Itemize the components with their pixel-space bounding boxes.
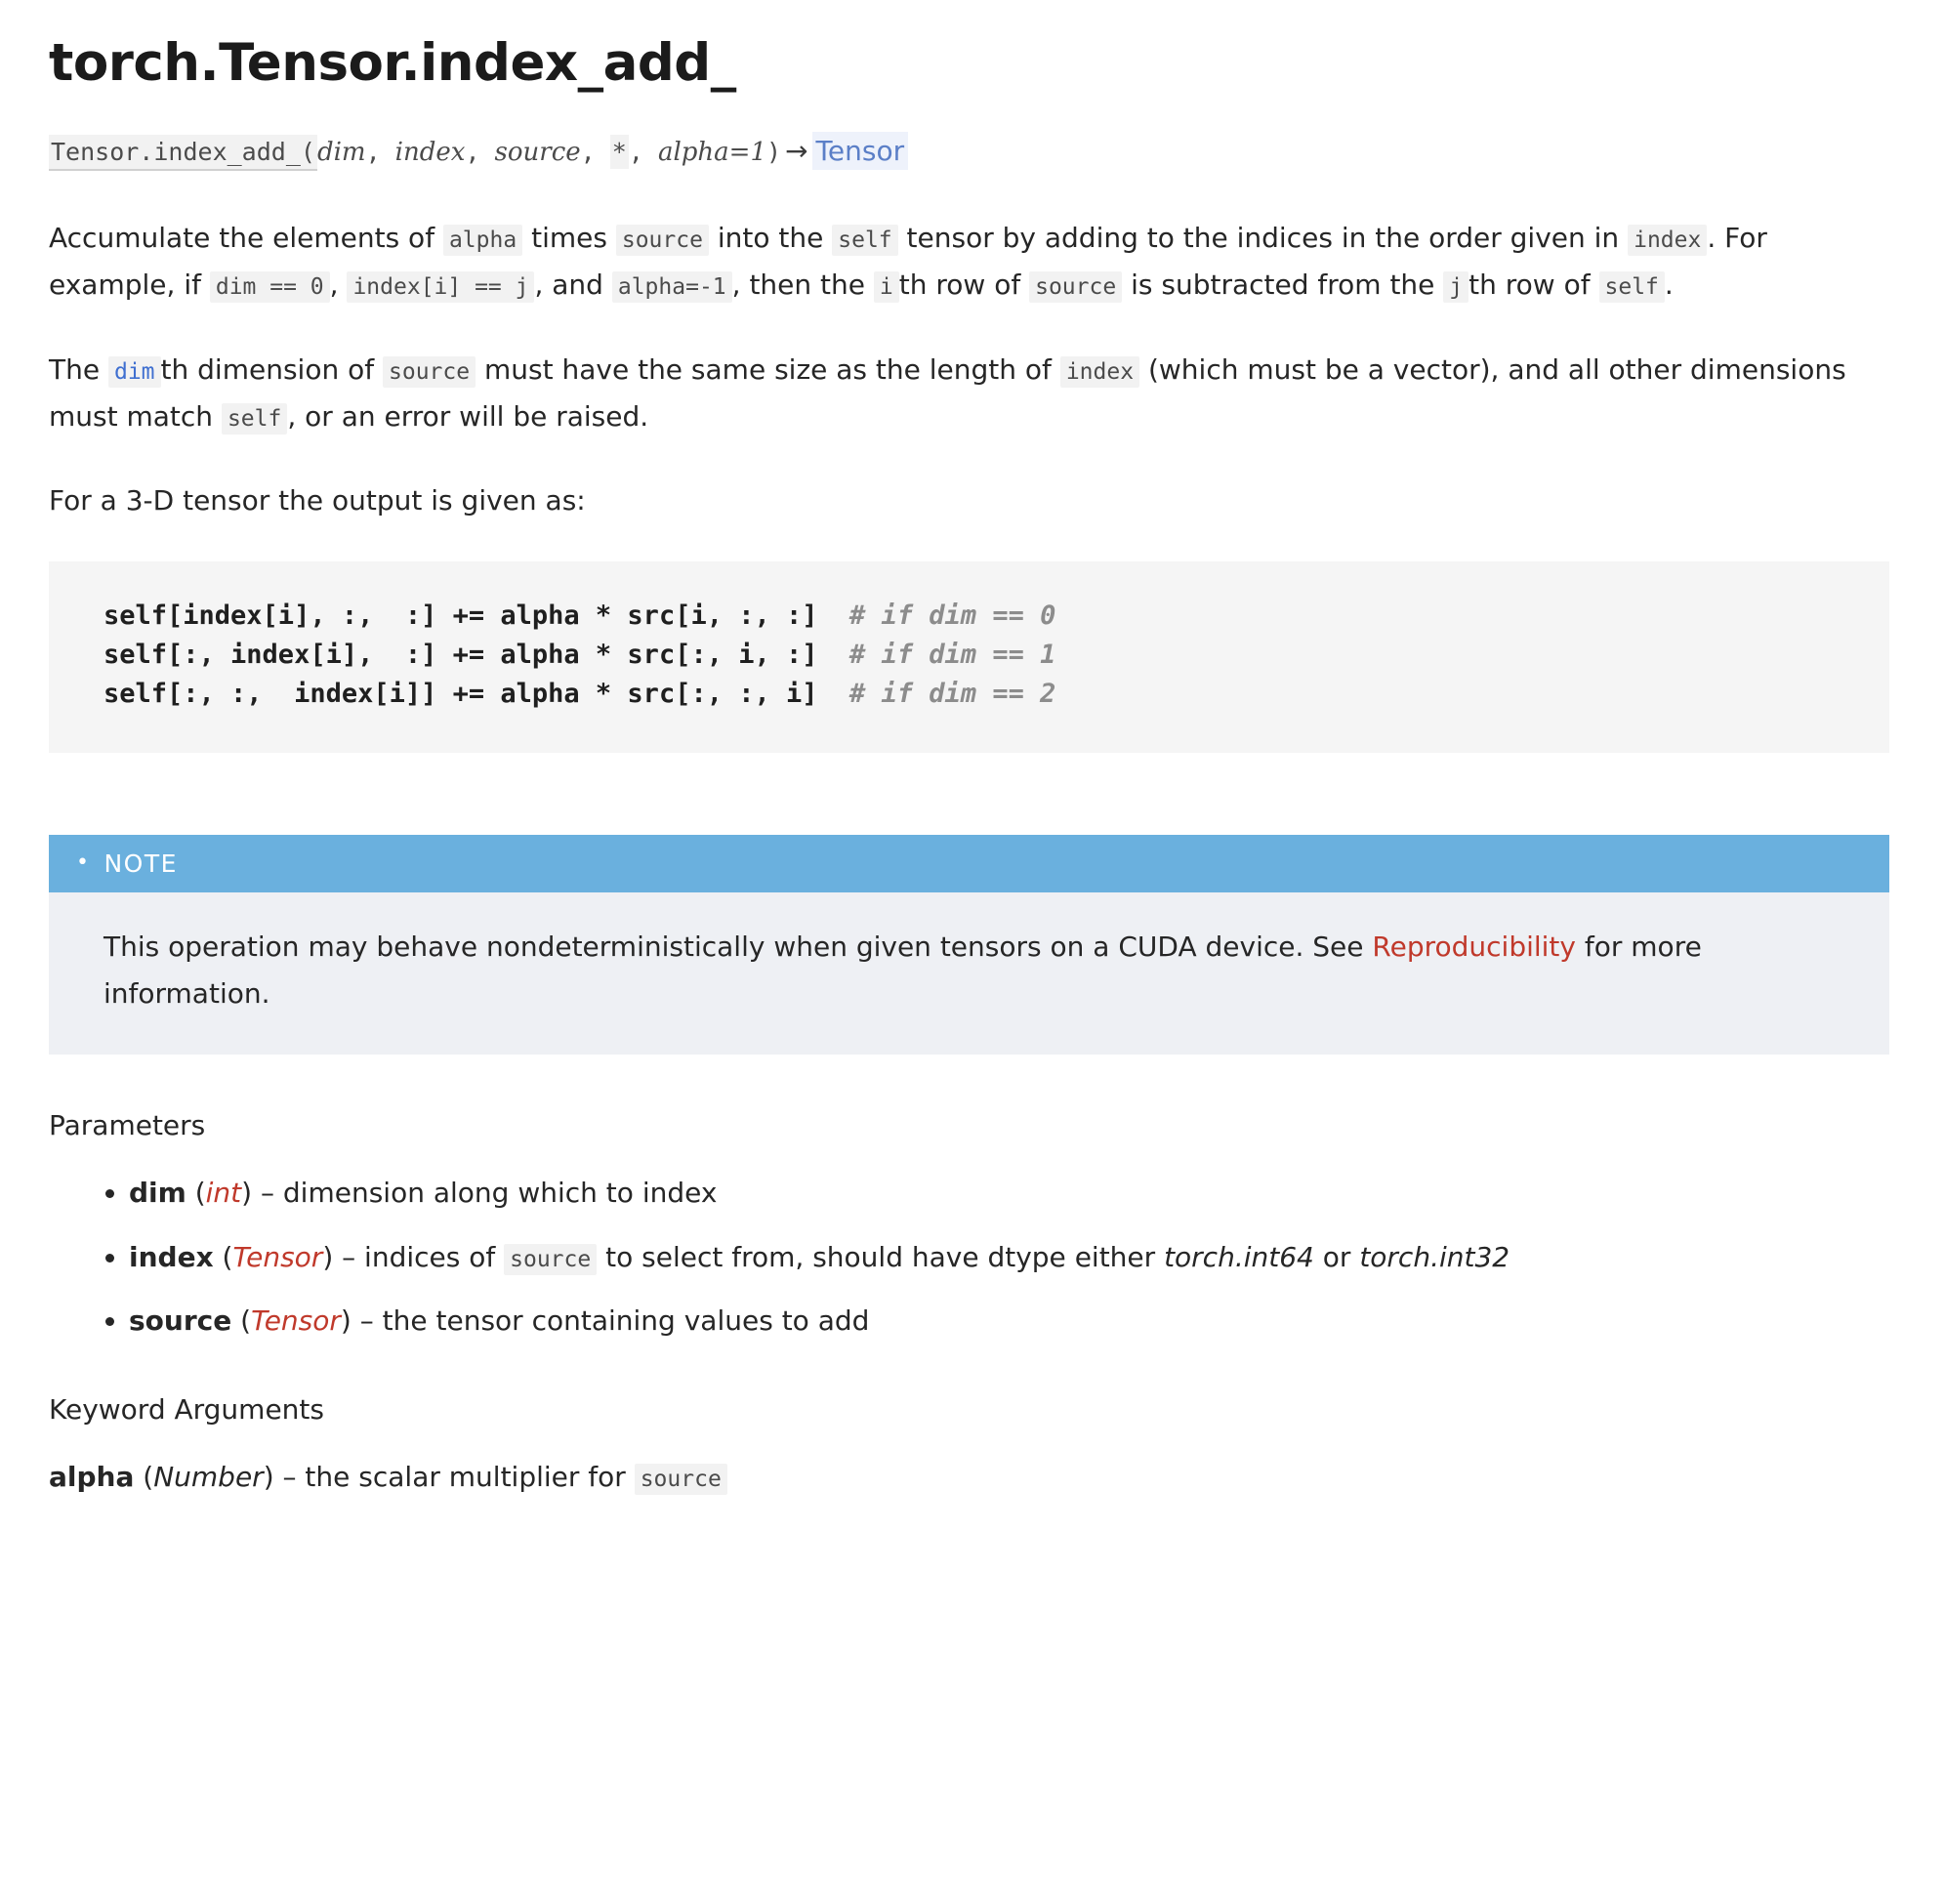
code-comment: # if dim == 1: [849, 640, 1056, 671]
signature-arrow-icon: →: [785, 135, 808, 168]
inline-code: index: [1060, 356, 1139, 388]
code-example-block: [49, 561, 1889, 753]
signature-sep-2: ,: [465, 138, 495, 167]
kwarg-name: alpha: [49, 1461, 135, 1494]
inline-code: dim: [108, 356, 161, 388]
param-type[interactable]: Tensor: [251, 1304, 341, 1337]
param-desc: – dimension along which to index: [252, 1177, 718, 1210]
param-dtype-int32: torch.int32: [1359, 1240, 1510, 1273]
inline-code: dim == 0: [210, 271, 330, 303]
inline-code: alpha=-1: [612, 271, 732, 303]
signature-qualname: Tensor.index_add_(: [49, 135, 317, 171]
inline-code: source: [1029, 271, 1122, 303]
inline-code: source: [383, 356, 476, 388]
code-line: self[:, index[i], :] += alpha * src[:, i, :]: [103, 640, 850, 671]
kwarg-type: Number: [153, 1461, 264, 1494]
inline-code: i: [874, 271, 899, 303]
signature-sep-3: ,: [580, 138, 610, 167]
reproducibility-link[interactable]: Reproducibility: [1372, 930, 1576, 963]
bullet-icon: •: [76, 850, 91, 876]
signature-sep-4: ,: [628, 138, 658, 167]
signature-param-star: *: [610, 135, 629, 169]
inline-code: j: [1443, 271, 1468, 303]
signature-param-alpha: alpha=1: [657, 138, 766, 168]
note-admonition-body: [49, 892, 1889, 1055]
kwarg-desc: – the scalar multiplier for: [273, 1461, 635, 1494]
param-code-source: source: [504, 1244, 597, 1275]
inline-code: source: [616, 225, 709, 256]
code-line: self[index[i], :, :] += alpha * src[i, :, :]: [103, 600, 850, 632]
signature-close-paren: ): [766, 138, 782, 167]
signature-param-index: index: [394, 138, 466, 168]
inline-code: self: [832, 225, 897, 256]
param-name: source: [129, 1304, 232, 1337]
list-item: • source (Tensor) – the tensor containing values to add: [129, 1299, 1889, 1343]
note-admonition-title: [49, 835, 1889, 892]
param-dtype-int64: torch.int64: [1164, 1240, 1314, 1273]
signature-return-type-link[interactable]: Tensor: [812, 132, 909, 170]
signature-param-source: source: [494, 138, 581, 168]
parameters-list: [49, 1171, 1889, 1343]
param-desc-before: – indices of: [333, 1240, 505, 1273]
note-label: NOTE: [103, 849, 178, 878]
inline-code: alpha: [443, 225, 522, 256]
param-desc: – the tensor containing values to add: [351, 1304, 870, 1337]
code-comment: # if dim == 2: [849, 678, 1056, 709]
note-admonition: [49, 835, 1889, 1055]
inline-code: self: [222, 403, 287, 435]
keyword-arguments-heading: Keyword Arguments: [49, 1393, 324, 1427]
inline-code: index: [1628, 225, 1707, 256]
keyword-argument-alpha: alpha (Number) – the scalar multiplier for source: [49, 1455, 1889, 1499]
param-type[interactable]: int: [205, 1177, 242, 1210]
param-desc-mid: or: [1313, 1240, 1360, 1273]
parameters-heading: Parameters: [49, 1109, 206, 1142]
signature-sep-1: ,: [365, 138, 395, 167]
kwarg-code-source: source: [635, 1464, 727, 1495]
code-line: self[:, :, index[i]] += alpha * src[:, :, i]: [103, 678, 850, 709]
param-desc-after: to select from, should have dtype either: [597, 1240, 1165, 1273]
inline-code: self: [1599, 271, 1665, 303]
code-comment: # if dim == 0: [849, 600, 1056, 632]
note-text-after: for more information.: [103, 930, 1702, 1011]
function-signature: [49, 131, 908, 172]
signature-param-dim: dim: [316, 138, 366, 168]
page-title: torch.Tensor.index_add_: [49, 33, 736, 93]
description-paragraph-3: For a 3-D tensor the output is given as:: [49, 483, 586, 517]
param-name: dim: [129, 1177, 186, 1210]
list-item: • index (Tensor) – indices of source to select from, should have dtype either torch.int64 or torch.int32: [129, 1235, 1889, 1279]
description-paragraph-2: The dim th dimension of source must have the same size as the length of index (which must be a vector), and all other dimensions must match self , or an error will be raised.: [49, 352, 1846, 433]
list-item: • dim (int) – dimension along which to index: [129, 1171, 1889, 1215]
note-text-before: This operation may behave nondeterministically when given tensors on a CUDA device. See: [103, 930, 1373, 963]
description-paragraph-1: Accumulate the elements of alpha times source into the self tensor by adding to the indices in the order given in index . For example, if dim == 0 , index[i] == j , and alpha=-1 , then the i th row of source is subtracted from the j th row of self .: [49, 222, 1767, 302]
inline-code: index[i] == j: [347, 271, 534, 303]
param-name: index: [129, 1240, 214, 1273]
param-type[interactable]: Tensor: [232, 1240, 323, 1273]
